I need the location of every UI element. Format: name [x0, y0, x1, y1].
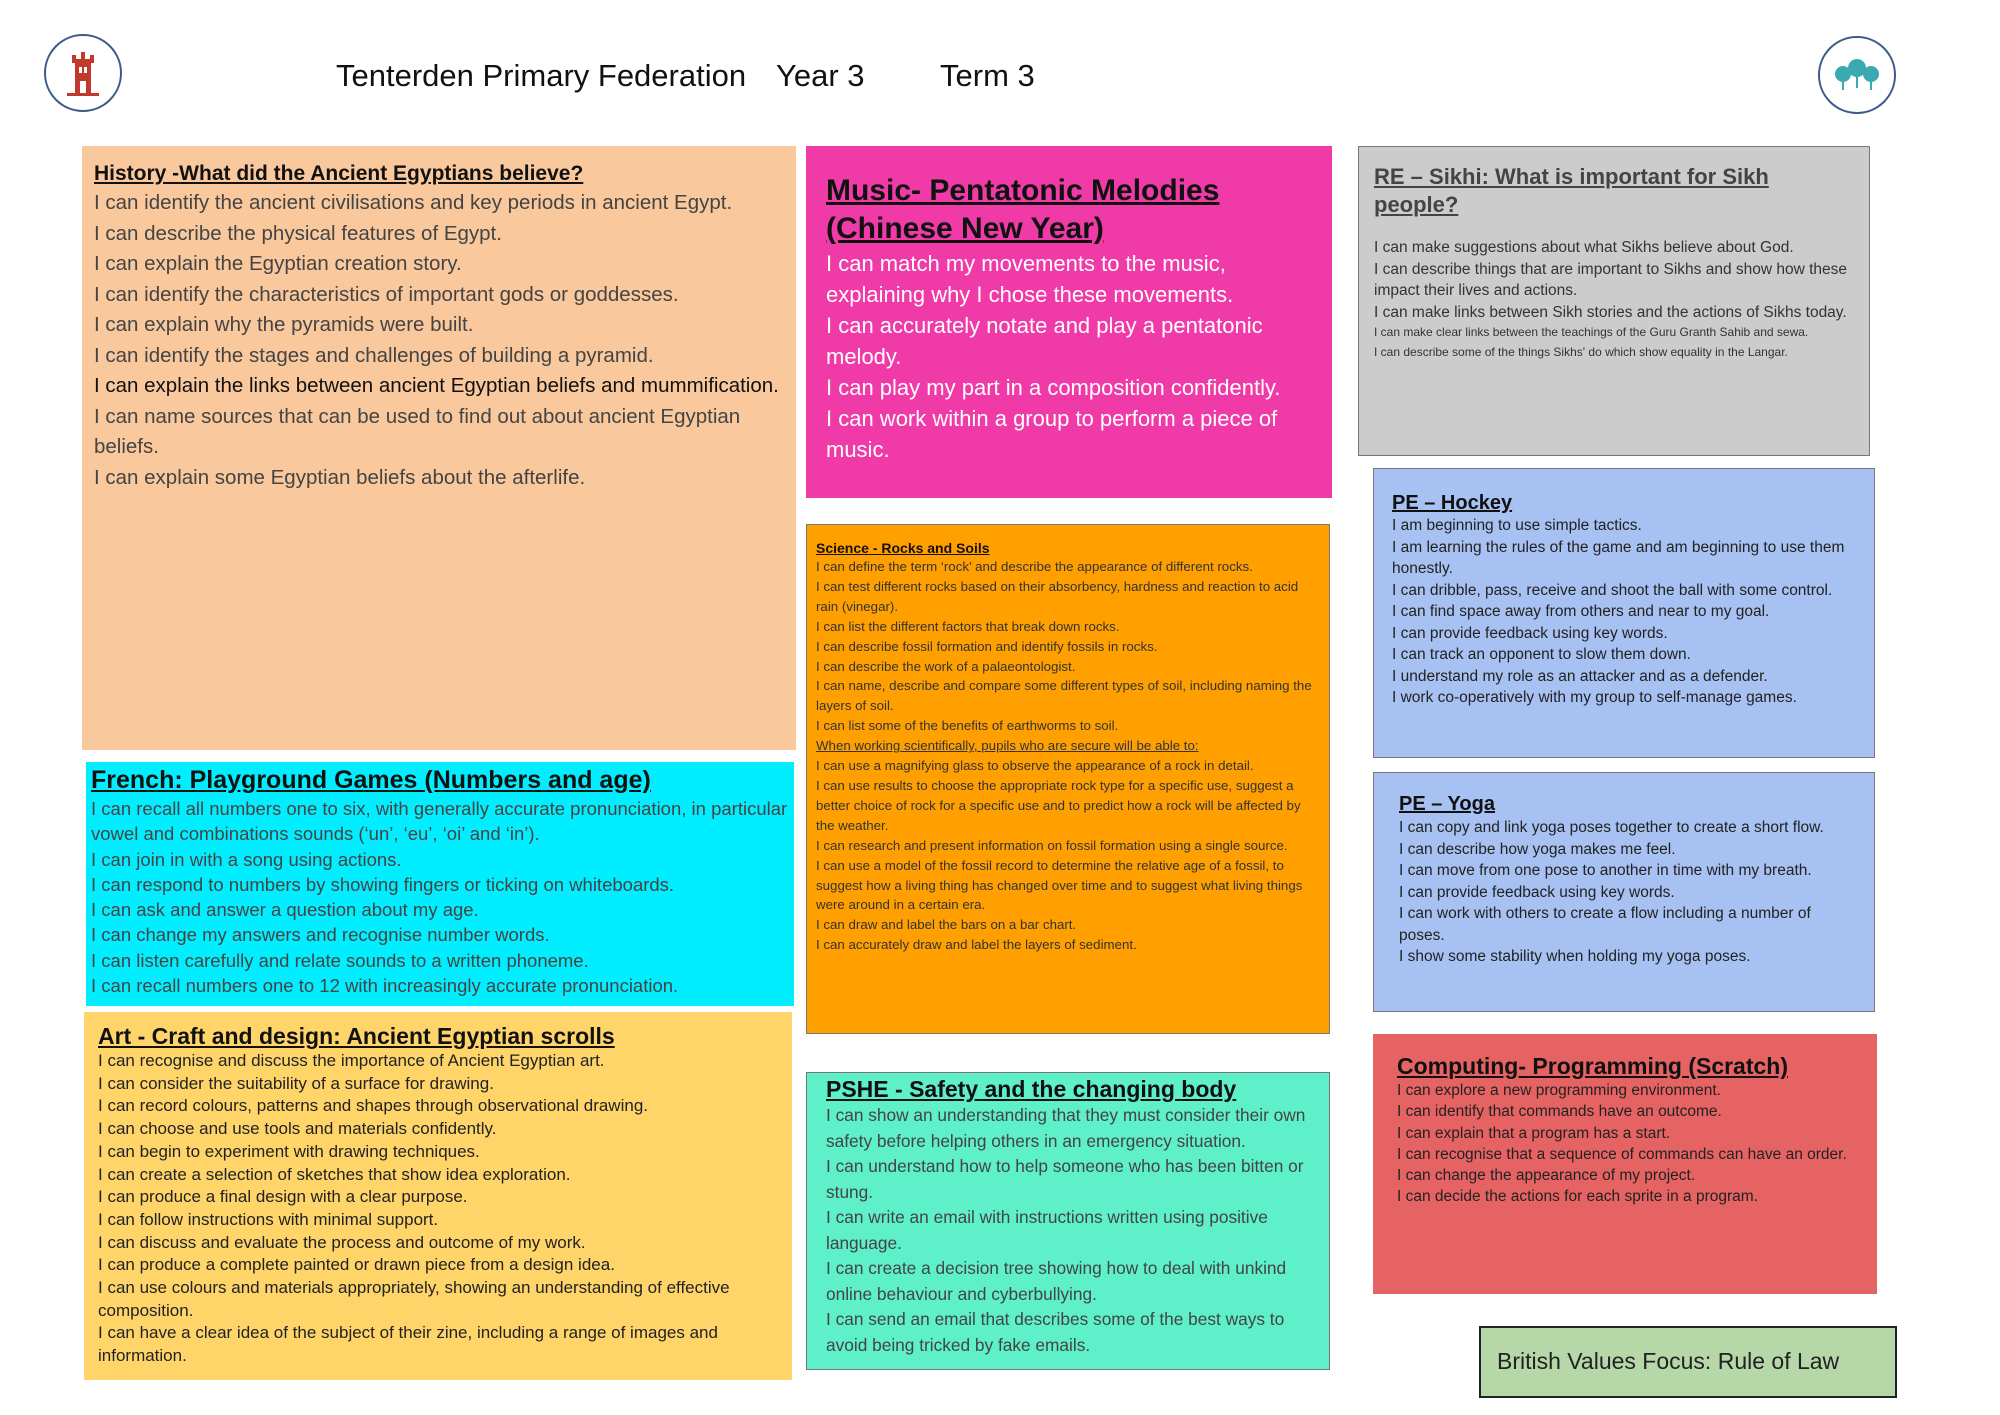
- computing-item: I can explain that a program has a start.: [1397, 1124, 1671, 1142]
- science-item: I can name, describe and compare some different types of soil, including naming the layers of soil.: [816, 678, 1312, 714]
- science-item: I can list some of the benefits of earthworms to soil.: [816, 718, 1119, 734]
- pe-yoga-item: I show some stability when holding my yoga poses.: [1399, 948, 1751, 965]
- art-item: I can discuss and evaluate the process and outcome of my work.: [98, 1232, 586, 1252]
- pe-hockey-item: I am learning the rules of the game and am beginning to use them honestly.: [1392, 538, 1845, 577]
- art-item: I can produce a complete painted or drawn piece from a design idea.: [98, 1255, 615, 1275]
- year-label: Year 3: [776, 58, 865, 93]
- pshe-item: I can write an email with instructions written using positive language.: [826, 1207, 1268, 1253]
- music-panel: [806, 146, 1332, 498]
- pe-yoga-item: I can copy and link yoga poses together to create a short flow.: [1399, 819, 1824, 836]
- trees-icon: [1826, 44, 1888, 106]
- computing-panel: [1373, 1034, 1877, 1294]
- pe-yoga-title: PE – Yoga: [1399, 793, 1495, 815]
- computing-item: I can identify that commands have an outcome.: [1397, 1103, 1722, 1121]
- re-panel: [1358, 146, 1870, 456]
- pe-hockey-item: I can track an opponent to slow them down.: [1392, 646, 1691, 663]
- term-label: Term 3: [940, 58, 1035, 93]
- computing-item: I can explore a new programming environment.: [1397, 1082, 1721, 1099]
- history-item: I can identify the stages and challenges of building a pyramid.: [94, 343, 654, 367]
- history-item: I can explain some Egyptian beliefs about the afterlife.: [94, 465, 586, 489]
- pe-yoga-item: I can provide feedback using key words.: [1399, 883, 1675, 901]
- pe-hockey-panel: [1373, 468, 1875, 758]
- re-item: I can describe things that are important to Sikhs and show how these impact their lives and actions.: [1374, 260, 1848, 299]
- pe-hockey-item: I can dribble, pass, receive and shoot the ball with some control.: [1392, 581, 1833, 599]
- french-panel: [86, 762, 794, 1006]
- church-tower-icon: [53, 43, 113, 103]
- history-item: I can explain the Egyptian creation story.: [94, 252, 462, 275]
- french-item: I can change my answers and recognise number words.: [91, 924, 550, 946]
- science-working-item: I can draw and label the bars on a bar chart.: [816, 917, 1077, 933]
- history-item: I can explain the links between ancient Egyptian beliefs and mummification.: [94, 374, 779, 397]
- pe-yoga-item: I can describe how yoga makes me feel.: [1399, 840, 1676, 858]
- art-title: Art - Craft and design: Ancient Egyptian scrolls: [98, 1023, 615, 1049]
- science-item: I can describe the work of a palaeontologist.: [816, 658, 1076, 674]
- science-title: Science - Rocks and Soils: [816, 540, 990, 556]
- pe-yoga-panel: [1373, 772, 1875, 1012]
- pe-hockey-item: I am beginning to use simple tactics.: [1392, 517, 1642, 534]
- art-item: I can choose and use tools and materials confidently.: [98, 1119, 497, 1139]
- pe-hockey-item: I can find space away from others and near to my goal.: [1392, 603, 1770, 620]
- re-item: I can make links between Sikh stories and the actions of Sikhs today.: [1374, 303, 1847, 321]
- pe-hockey-item: I understand my role as an attacker and as a defender.: [1392, 667, 1768, 685]
- pshe-item: I can send an email that describes some of the best ways to avoid being tricked by fake emails.: [826, 1309, 1285, 1355]
- science-working-heading: When working scientifically, pupils who are secure will be able to:: [816, 738, 1199, 754]
- re-title: RE – Sikhi: What is important for Sikh people?: [1374, 164, 1769, 217]
- pshe-title: PSHE - Safety and the changing body: [826, 1076, 1237, 1102]
- french-item: I can recall numbers one to 12 with increasingly accurate pronunciation.: [91, 975, 679, 997]
- pe-hockey-title: PE – Hockey: [1392, 492, 1513, 514]
- pshe-panel: [806, 1072, 1330, 1370]
- science-panel: [806, 524, 1330, 1034]
- history-item: I can explain why the pyramids were built.: [94, 313, 474, 336]
- re-item: I can make clear links between the teachings of the Guru Granth Sahib and sewa.: [1374, 325, 1809, 339]
- science-item: I can define the term ‘rock’ and describe the appearance of different rocks.: [816, 559, 1253, 574]
- music-item: I can work within a group to perform a piece of music.: [826, 406, 1278, 462]
- science-working-item: I can research and present information on fossil formation using a single source.: [816, 837, 1288, 853]
- pe-hockey-item: I can provide feedback using key words.: [1392, 624, 1668, 642]
- british-values-text: British Values Focus: Rule of Law: [1497, 1348, 1840, 1374]
- art-item: I can record colours, patterns and shapes through observational drawing.: [98, 1096, 648, 1116]
- art-item: I can recognise and discuss the importance of Ancient Egyptian art.: [98, 1051, 605, 1070]
- science-item: I can test different rocks based on their absorbency, hardness and reaction to acid rain (vinegar).: [816, 578, 1299, 614]
- computing-item: I can recognise that a sequence of commands can have an order.: [1397, 1145, 1847, 1163]
- french-item: I can listen carefully and relate sounds to a written phoneme.: [91, 949, 589, 971]
- computing-item: I can decide the actions for each sprite in a program.: [1397, 1188, 1759, 1206]
- music-item: I can match my movements to the music, explaining why I chose these movements.: [826, 251, 1234, 307]
- pshe-item: I can understand how to help someone who has been bitten or stung.: [826, 1156, 1304, 1202]
- history-panel: [82, 146, 796, 750]
- french-item: I can ask and answer a question about my age.: [91, 899, 479, 921]
- re-item: I can describe some of the things Sikhs' do which show equality in the Langar.: [1374, 344, 1788, 359]
- art-item: I can have a clear idea of the subject of their zine, including a range of images and information.: [98, 1323, 718, 1366]
- school-name: Tenterden Primary Federation: [336, 58, 747, 93]
- music-item: I can accurately notate and play a pentatonic melody.: [826, 313, 1263, 369]
- music-item: I can play my part in a composition confidently.: [826, 375, 1281, 400]
- school-crest-logo: [44, 34, 122, 112]
- french-item: I can respond to numbers by showing fingers or ticking on whiteboards.: [91, 873, 675, 895]
- science-working-item: I can use a magnifying glass to observe the appearance of a rock in detail.: [816, 758, 1254, 774]
- art-item: I can create a selection of sketches that show idea exploration.: [98, 1164, 571, 1184]
- art-item: I can follow instructions with minimal support.: [98, 1209, 439, 1229]
- history-item: I can describe the physical features of Egypt.: [94, 221, 502, 245]
- pshe-item: I can create a decision tree showing how to deal with unkind online behaviour and cyberbullying.: [826, 1258, 1287, 1304]
- music-title: Music- Pentatonic Melodies (Chinese New Year): [826, 174, 1220, 245]
- re-item: I can make suggestions about what Sikhs believe about God.: [1374, 239, 1794, 256]
- history-title: History -What did the Ancient Egyptians believe?: [94, 162, 584, 185]
- science-working-item: I can use results to choose the appropriate rock type for a specific use, suggest a better choice of rock for a specific use and to predict how a rock will be affected by the weather.: [816, 777, 1301, 833]
- art-panel: [84, 1012, 792, 1380]
- pshe-item: I can show an understanding that they must consider their own safety before helping others in an emergency situation.: [826, 1105, 1306, 1151]
- science-working-item: I can use a model of the fossil record to determine the relative age of a fossil, to suggest how a living thing has changed over time and to suggest what living things were around in a certain era.: [816, 857, 1303, 913]
- french-item: I can recall all numbers one to six, with generally accurate pronunciation, in particular vowel and combinations sounds (‘un’, ‘eu’, ‘oi’ and ‘in’).: [91, 798, 788, 845]
- british-values-box: [1479, 1326, 1897, 1398]
- history-item: I can name sources that can be used to find out about ancient Egyptian beliefs.: [94, 404, 741, 458]
- french-title: French: Playground Games (Numbers and age): [91, 766, 651, 794]
- computing-item: I can change the appearance of my project.: [1397, 1167, 1696, 1185]
- history-item: I can identify the characteristics of important gods or goddesses.: [94, 282, 679, 306]
- computing-title: Computing- Programming (Scratch): [1397, 1053, 1789, 1079]
- art-item: I can begin to experiment with drawing techniques.: [98, 1141, 480, 1161]
- history-item: I can identify the ancient civilisations and key periods in ancient Egypt.: [94, 191, 733, 214]
- art-item: I can use colours and materials appropriately, showing an understanding of effective composition.: [98, 1278, 730, 1320]
- pe-yoga-item: I can move from one pose to another in time with my breath.: [1399, 862, 1812, 879]
- art-item: I can produce a final design with a clear purpose.: [98, 1187, 468, 1207]
- pe-hockey-item: I work co-operatively with my group to self-manage games.: [1392, 689, 1797, 706]
- science-working-item: I can accurately draw and label the layers of sediment.: [816, 937, 1137, 953]
- french-item: I can join in with a song using actions.: [91, 848, 402, 870]
- science-item: I can describe fossil formation and identify fossils in rocks.: [816, 638, 1158, 654]
- art-item: I can consider the suitability of a surface for drawing.: [98, 1073, 494, 1093]
- federation-trees-logo: [1818, 36, 1896, 114]
- pe-yoga-item: I can work with others to create a flow including a number of poses.: [1399, 905, 1811, 944]
- science-item: I can list the different factors that break down rocks.: [816, 618, 1120, 634]
